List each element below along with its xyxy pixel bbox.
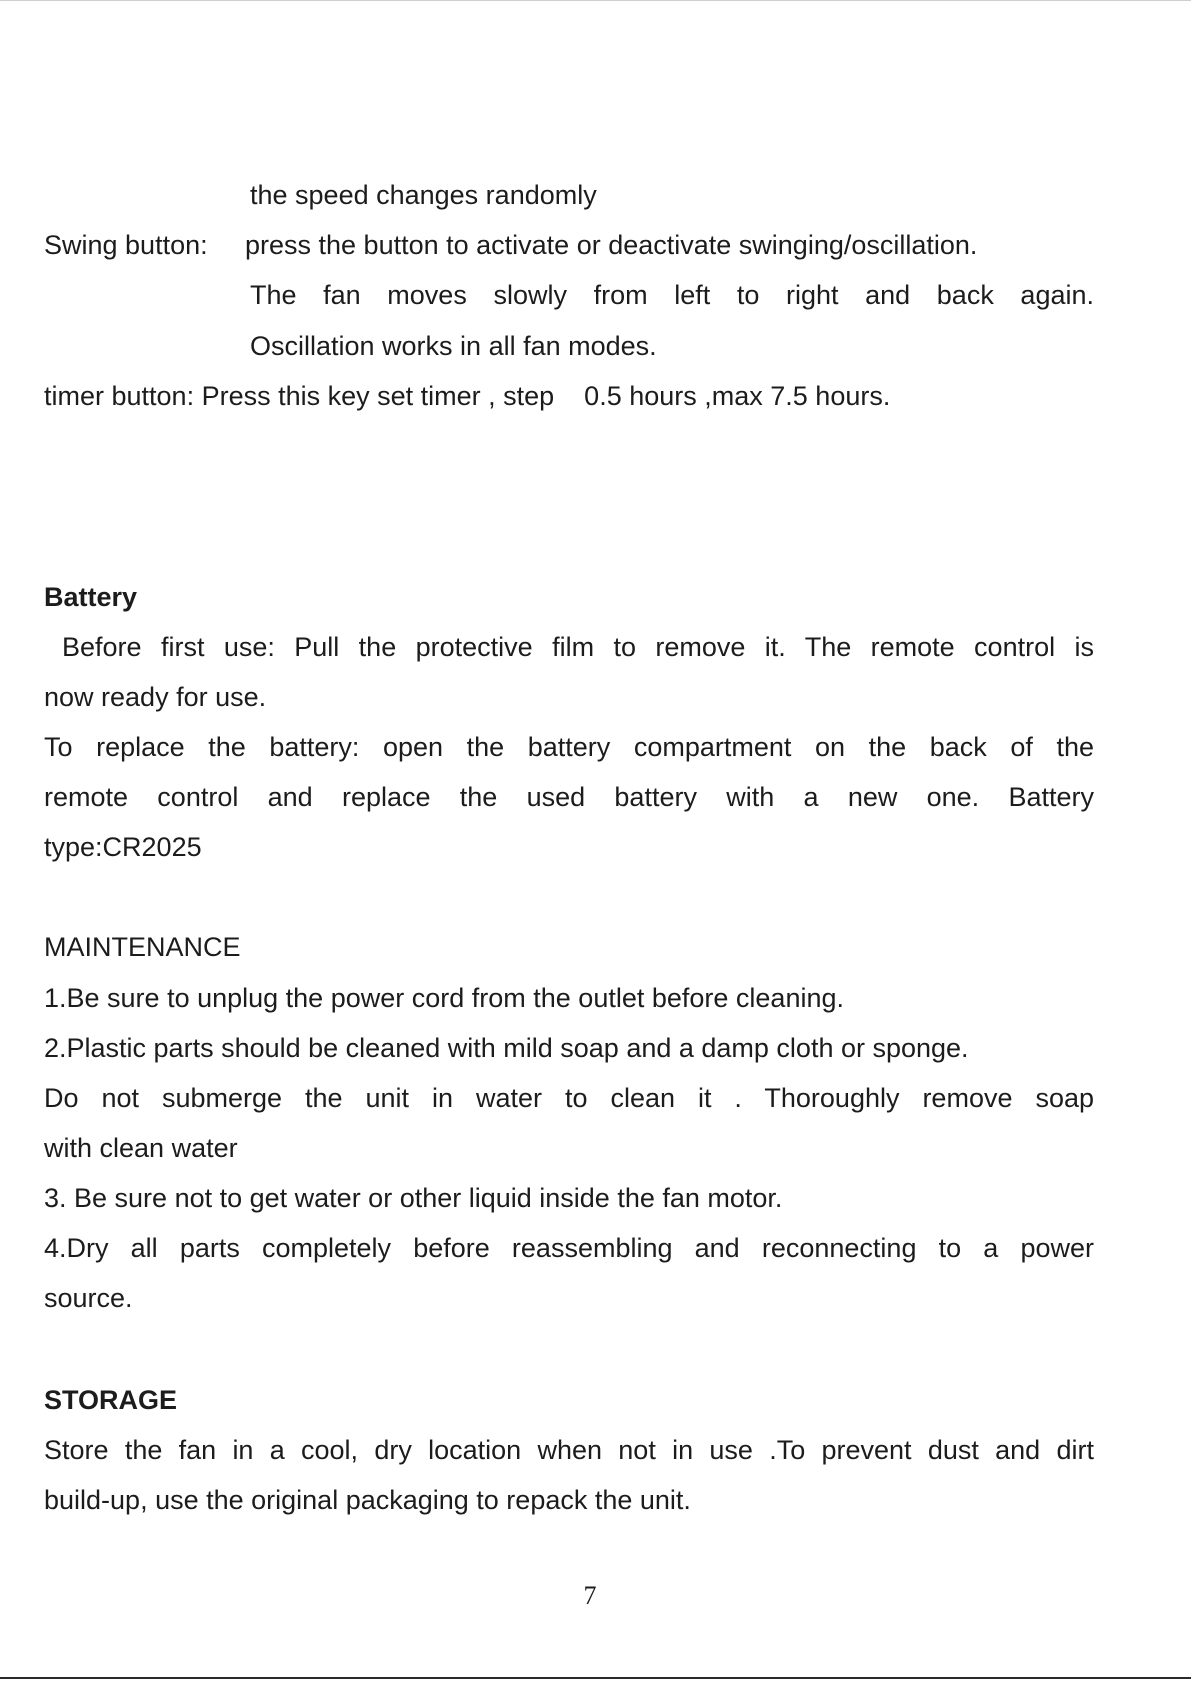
storage-line-cont: build-up, use the original packaging to repack the unit.	[44, 1485, 691, 1515]
maintenance-item-3: 3. Be sure not to get water or other liquid inside the fan motor.	[44, 1183, 783, 1213]
speed-random-line: the speed changes randomly	[250, 180, 597, 210]
battery-replace-line: To replace the battery: open the battery compartment on the back of the	[44, 732, 1094, 762]
bottom-border	[0, 1677, 1191, 1679]
battery-replace-line-cont: remote control and replace the used battery with a new one. Battery	[44, 782, 1094, 812]
top-border	[0, 0, 1191, 1]
timer-button-line: timer button: Press this key set timer , step 0.5 hours ,max 7.5 hours.	[44, 381, 891, 411]
swing-button-note: Oscillation works in all fan modes.	[250, 331, 657, 361]
maintenance-item-4-end: source.	[44, 1283, 133, 1313]
storage-line: Store the fan in a cool, dry location when not in use .To prevent dust and dirt	[44, 1435, 1094, 1465]
maintenance-item-1: 1.Be sure to unplug the power cord from the outlet before cleaning.	[44, 983, 844, 1013]
maintenance-item-2: 2.Plastic parts should be cleaned with mild soap and a damp cloth or sponge.	[44, 1033, 969, 1063]
storage-heading: STORAGE	[44, 1385, 178, 1415]
swing-button-label: Swing button:	[44, 230, 208, 260]
maintenance-item-4: 4.Dry all parts completely before reassembling and reconnecting to a power	[44, 1233, 1094, 1263]
swing-button-description-cont: The fan moves slowly from left to right and back again.	[250, 280, 1094, 310]
battery-type-line: type:CR2025	[44, 832, 202, 862]
maintenance-item-2-end: with clean water	[44, 1133, 238, 1163]
battery-first-use-line: Before first use: Pull the protective film to remove it. The remote control is	[62, 632, 1094, 662]
page-number: 7	[583, 1581, 597, 1610]
maintenance-item-2-cont: Do not submerge the unit in water to clean it . Thoroughly remove soap	[44, 1083, 1094, 1113]
swing-button-description: press the button to activate or deactivate swinging/oscillation.	[245, 230, 978, 260]
battery-heading: Battery	[44, 582, 138, 612]
battery-first-use-line-cont: now ready for use.	[44, 682, 267, 712]
maintenance-heading: MAINTENANCE	[44, 932, 241, 962]
